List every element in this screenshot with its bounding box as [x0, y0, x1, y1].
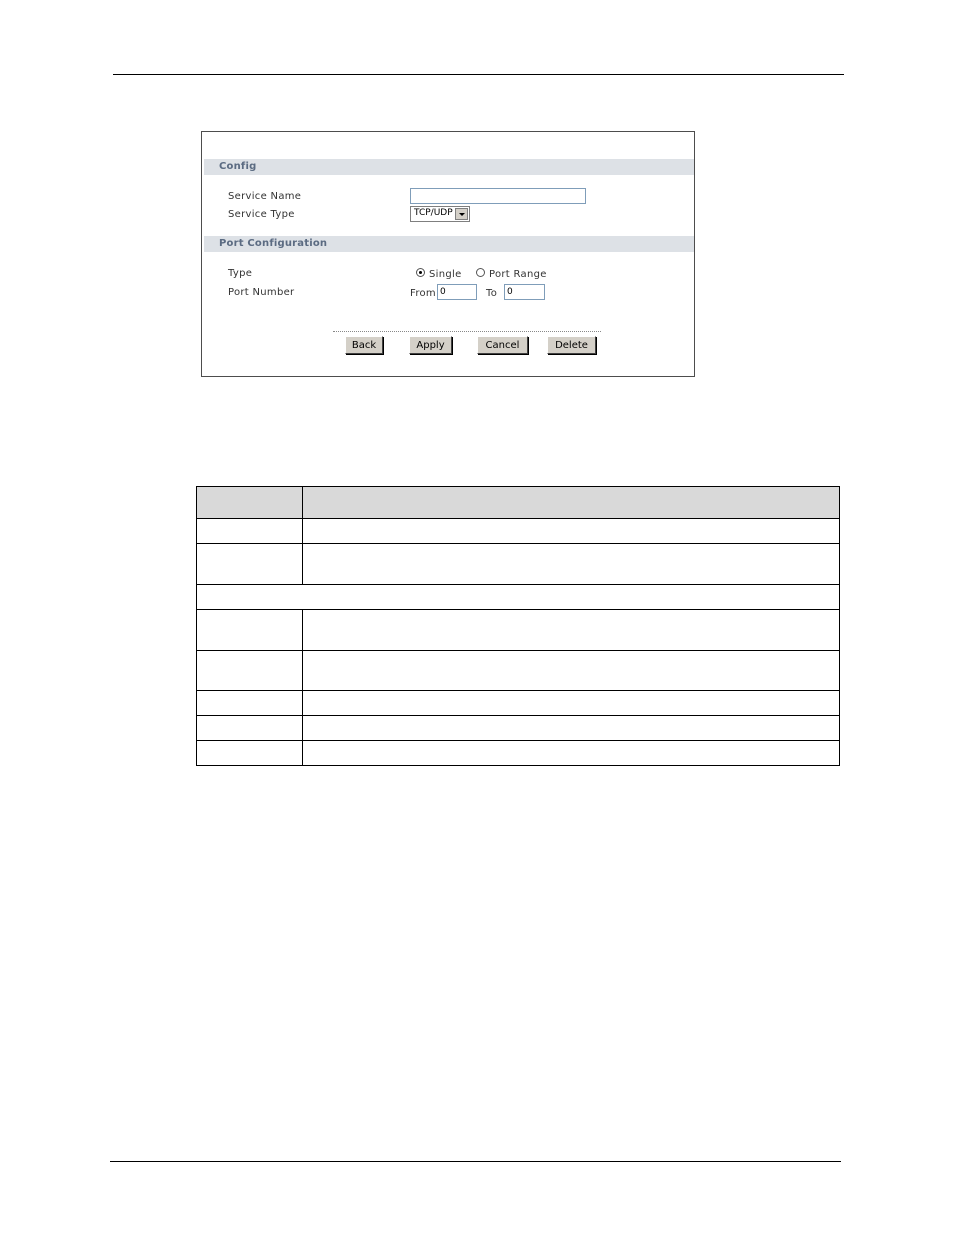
back-button[interactable]: Back	[345, 336, 383, 354]
table-row	[197, 691, 840, 716]
port-configuration-section-header	[204, 236, 694, 252]
table-cell	[197, 544, 303, 585]
from-label: From	[410, 288, 436, 299]
chevron-down-icon[interactable]	[455, 208, 468, 220]
table-header-row	[197, 487, 840, 519]
port-configuration-section-title: Port Configuration	[219, 238, 328, 249]
table-cell	[303, 651, 840, 691]
table-row	[197, 610, 840, 651]
table-row	[197, 741, 840, 766]
table-cell	[303, 544, 840, 585]
delete-button[interactable]: Delete	[547, 336, 596, 354]
apply-button[interactable]: Apply	[409, 336, 452, 354]
table-cell	[197, 519, 303, 544]
service-name-label: Service Name	[228, 191, 302, 202]
service-type-select[interactable]	[410, 206, 470, 222]
port-to-input[interactable]	[504, 284, 545, 300]
config-section-title: Config	[219, 161, 257, 172]
table-row	[197, 651, 840, 691]
table-row	[197, 544, 840, 585]
table-row	[197, 716, 840, 741]
header-rule	[113, 74, 844, 75]
table-section-row	[197, 585, 840, 610]
table-cell	[303, 691, 840, 716]
table-cell	[303, 741, 840, 766]
edit-service-panel	[201, 131, 695, 377]
type-single-radio[interactable]	[416, 268, 425, 277]
type-label: Type	[228, 268, 253, 279]
table-cell	[303, 716, 840, 741]
port-number-label: Port Number	[228, 287, 295, 298]
table-cell	[197, 741, 303, 766]
type-port-range-radio[interactable]	[476, 268, 485, 277]
port-from-input[interactable]	[437, 284, 477, 300]
service-type-label: Service Type	[228, 209, 295, 220]
type-port-range-label: Port Range	[489, 269, 547, 280]
table-cell	[197, 691, 303, 716]
table-cell	[197, 651, 303, 691]
table-cell	[197, 716, 303, 741]
table-cell	[303, 519, 840, 544]
service-type-value: TCP/UDP	[414, 208, 453, 218]
field-description-table	[196, 486, 840, 766]
table-row	[197, 519, 840, 544]
table-cell	[197, 610, 303, 651]
table-header-cell	[197, 487, 303, 519]
footer-rule	[110, 1161, 841, 1162]
config-section-header	[204, 159, 694, 175]
cancel-button[interactable]: Cancel	[477, 336, 528, 354]
service-name-input[interactable]	[410, 188, 586, 204]
table-cell	[197, 585, 840, 610]
button-divider	[333, 331, 601, 332]
table-header-cell	[303, 487, 840, 519]
to-label: To	[486, 288, 498, 299]
type-single-label: Single	[429, 269, 462, 280]
table-cell	[303, 610, 840, 651]
